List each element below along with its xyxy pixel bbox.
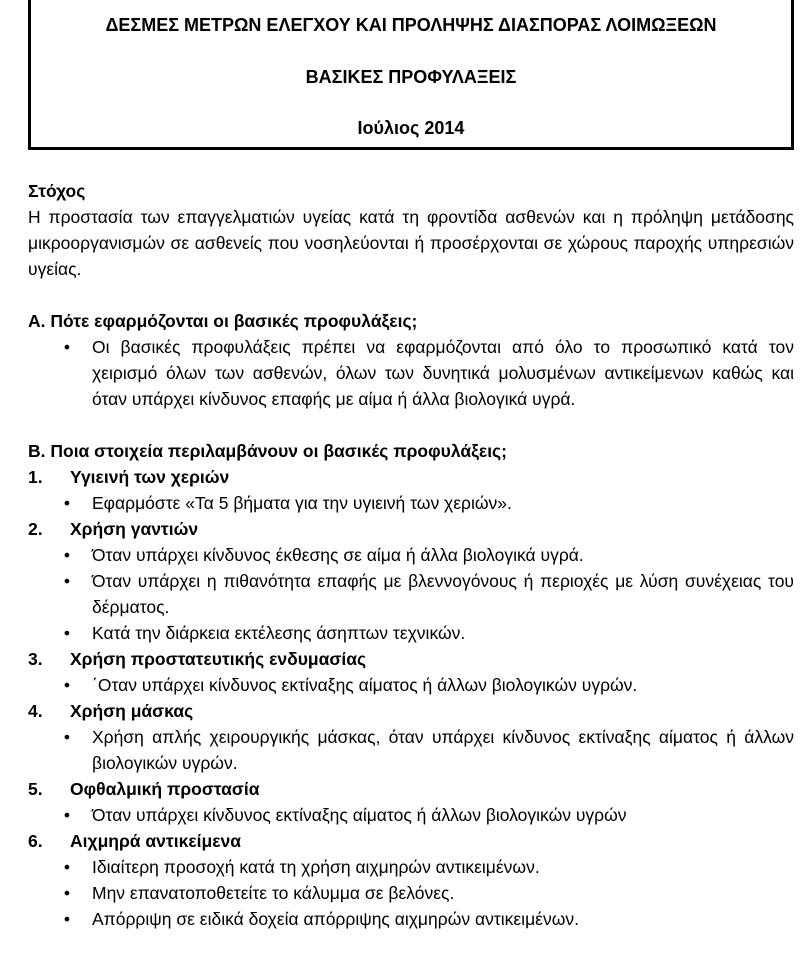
bullet-icon: • [63, 337, 71, 357]
bullet-text: Οι βασικές προφυλάξεις πρέπει να εφαρμόζονται από όλο το προσωπικό κατά τον χειρισμό όλων των ασθενών, όλων των δυνητικά μολυσμένων αντικείμενων καθώς και όταν υπάρχει κίνδυνος επαφής με αίμα ή άλλα βιολογικά υγρά. [92, 337, 794, 409]
document-body [28, 178, 794, 932]
goal-text: Η προστασία των επαγγελματιών υγείας κατά τη φροντίδα ασθενών και η πρόληψη μετάδοσης μικροοργανισμών σε ασθενείς που νοσηλεύονται ή προσέρχονται σε χώρους παροχής υπηρεσιών υγείας. [28, 207, 794, 279]
item-number: 2. [28, 519, 43, 539]
bullet-icon: • [63, 675, 71, 695]
item-number: 3. [28, 649, 43, 669]
section-a-bullet [28, 334, 794, 412]
document-header-box [28, 0, 794, 150]
list-item-heading [28, 828, 794, 854]
list-item [28, 854, 794, 880]
bullet-icon: • [63, 623, 71, 643]
list-item [28, 542, 794, 568]
list-item-heading [28, 698, 794, 724]
list-item [28, 906, 794, 932]
list-item [28, 490, 794, 516]
bullet-text: Κατά την διάρκεια εκτέλεσης άσηπτων τεχνικών. [92, 623, 466, 643]
section-b-title: Β. Ποια στοιχεία περιλαμβάνουν οι βασικές προφυλάξεις; [28, 441, 507, 461]
list-item [28, 672, 794, 698]
item-title: Οφθαλμική προστασία [70, 779, 260, 799]
bullet-text: Χρήση απλής χειρουργικής μάσκας, όταν υπάρχει κίνδυνος εκτίναξης αίματος ή άλλων βιολογικών υγρών. [92, 727, 794, 773]
item-title: Χρήση γαντιών [70, 519, 199, 539]
section-a-title: Α. Πότε εφαρμόζονται οι βασικές προφυλάξεις; [28, 311, 418, 331]
list-item-heading [28, 776, 794, 802]
item-number: 4. [28, 701, 43, 721]
list-item [28, 620, 794, 646]
header-title: ΔΕΣΜΕΣ ΜΕΤΡΩΝ ΕΛΕΓΧΟΥ ΚΑΙ ΠΡΟΛΗΨΗΣ ΔΙΑΣΠΟΡΑΣ ΛΟΙΜΩΞΕΩΝ [105, 15, 717, 35]
bullet-text: Μην επανατοποθετείτε το κάλυμμα σε βελόνες. [92, 883, 455, 903]
bullet-text: Όταν υπάρχει η πιθανότητα επαφής με βλεννογόνους ή περιοχές με λύση συνέχειας του δέρματος. [92, 571, 794, 617]
header-subtitle: ΒΑΣΙΚΕΣ ΠΡΟΦΥΛΑΞΕΙΣ [305, 67, 517, 87]
list-item [28, 802, 794, 828]
list-item [28, 724, 794, 776]
bullet-icon: • [63, 493, 71, 513]
bullet-text: ΄Οταν υπάρχει κίνδυνος εκτίναξης αίματος ή άλλων βιολογικών υγρών. [92, 675, 638, 695]
list-item-heading [28, 464, 794, 490]
bullet-text: Όταν υπάρχει κίνδυνος εκτίναξης αίματος ή άλλων βιολογικών υγρών [92, 805, 627, 825]
bullet-icon: • [63, 545, 71, 565]
bullet-text: Ιδιαίτερη προσοχή κατά τη χρήση αιχμηρών αντικειμένων. [92, 857, 540, 877]
bullet-icon: • [63, 805, 71, 825]
item-title: Χρήση προστατευτικής ενδυμασίας [70, 649, 367, 669]
bullet-icon: • [63, 883, 71, 903]
item-title: Αιχμηρά αντικείμενα [70, 831, 242, 851]
bullet-icon: • [63, 571, 71, 591]
bullet-icon: • [63, 857, 71, 877]
bullet-text: Απόρριψη σε ειδικά δοχεία απόρριψης αιχμηρών αντικειμένων. [92, 909, 579, 929]
item-title: Υγιεινή των χεριών [70, 467, 230, 487]
bullet-icon: • [63, 909, 71, 929]
header-date: Ιούλιος 2014 [357, 118, 465, 138]
item-title: Χρήση μάσκας [70, 701, 194, 721]
bullet-icon: • [63, 727, 71, 747]
list-item [28, 880, 794, 906]
bullet-text: Όταν υπάρχει κίνδυνος έκθεσης σε αίμα ή άλλα βιολογικά υγρά. [92, 545, 584, 565]
goal-title: Στόχος [28, 181, 86, 201]
item-number: 6. [28, 831, 43, 851]
item-number: 1. [28, 467, 43, 487]
item-number: 5. [28, 779, 43, 799]
list-item-heading [28, 646, 794, 672]
bullet-text: Εφαρμόστε «Τα 5 βήματα για την υγιεινή των χεριών». [92, 493, 512, 513]
list-item [28, 568, 794, 620]
list-item-heading [28, 516, 794, 542]
